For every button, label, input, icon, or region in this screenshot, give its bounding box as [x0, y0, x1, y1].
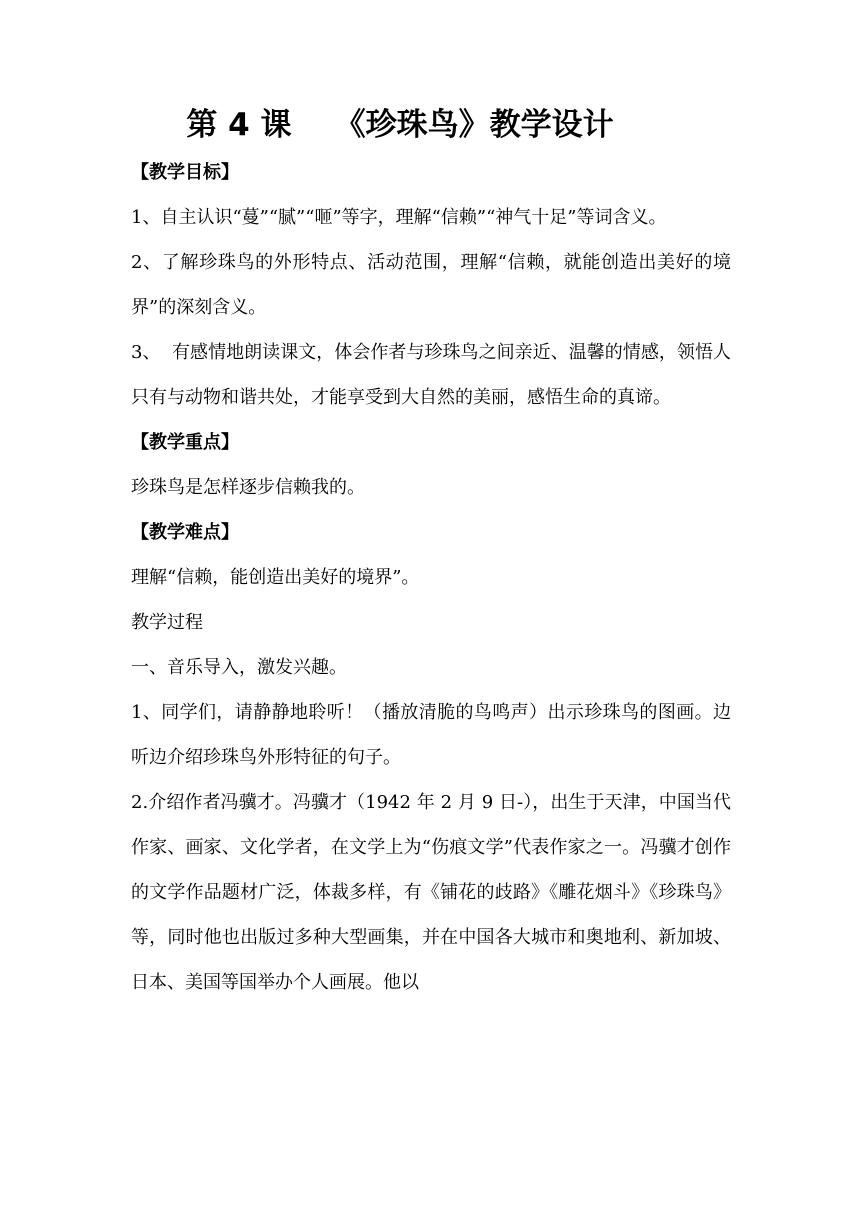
- objective-2: 2、了解珍珠鸟的外形特点、活动范围，理解“信赖，就能创造出美好的境界”的深刻含义。: [131, 252, 731, 318]
- document-body: [131, 150, 731, 1005]
- difficulty: 理解“信赖，能创造出美好的境界”。: [131, 567, 420, 588]
- objective-3: 3、 有感情地朗读课文，体会作者与珍珠鸟之间亲近、温馨的情感，领悟人只有与动物和谐共处，才能享受到大自然的美丽，感悟生命的真谛。: [131, 342, 731, 408]
- objective-1: 1、自主认识“蔓”“腻”“咂”等字，理解“信赖”“神气十足”等词含义。: [131, 207, 667, 228]
- step-1-1: 1、同学们，请静静地聆听！（播放清脆的鸟鸣声）出示珍珠鸟的图画。边听边介绍珍珠鸟外形特征的句子。: [131, 702, 731, 768]
- document-title: 第 4 课 《珍珠鸟》教学设计: [186, 107, 614, 143]
- key-point: 珍珠鸟是怎样逐步信赖我的。: [131, 477, 365, 498]
- objectives-heading: 【教学目标】: [131, 162, 239, 183]
- process-heading: 教学过程: [131, 612, 203, 633]
- difficulty-heading: 【教学难点】: [131, 522, 239, 543]
- step-1: 一、音乐导入，激发兴趣。: [131, 657, 347, 678]
- key-point-heading: 【教学重点】: [131, 432, 239, 453]
- step-1-2: 2.介绍作者冯骥才。冯骥才（1942 年 2 月 9 日-），出生于天津，中国当代作家、画家、文化学者，在文学上为“伤痕文学”代表作家之一。冯骥才创作的文学作品题材广泛，体裁多样，有《铺花的歧路》《雕花烟斗》《珍珠鸟》等，同时他也出版过多种大型画集，并在中国各大城市和奥地利、新加坡、日本、美国等国举办个人画展。他以: [131, 792, 731, 993]
